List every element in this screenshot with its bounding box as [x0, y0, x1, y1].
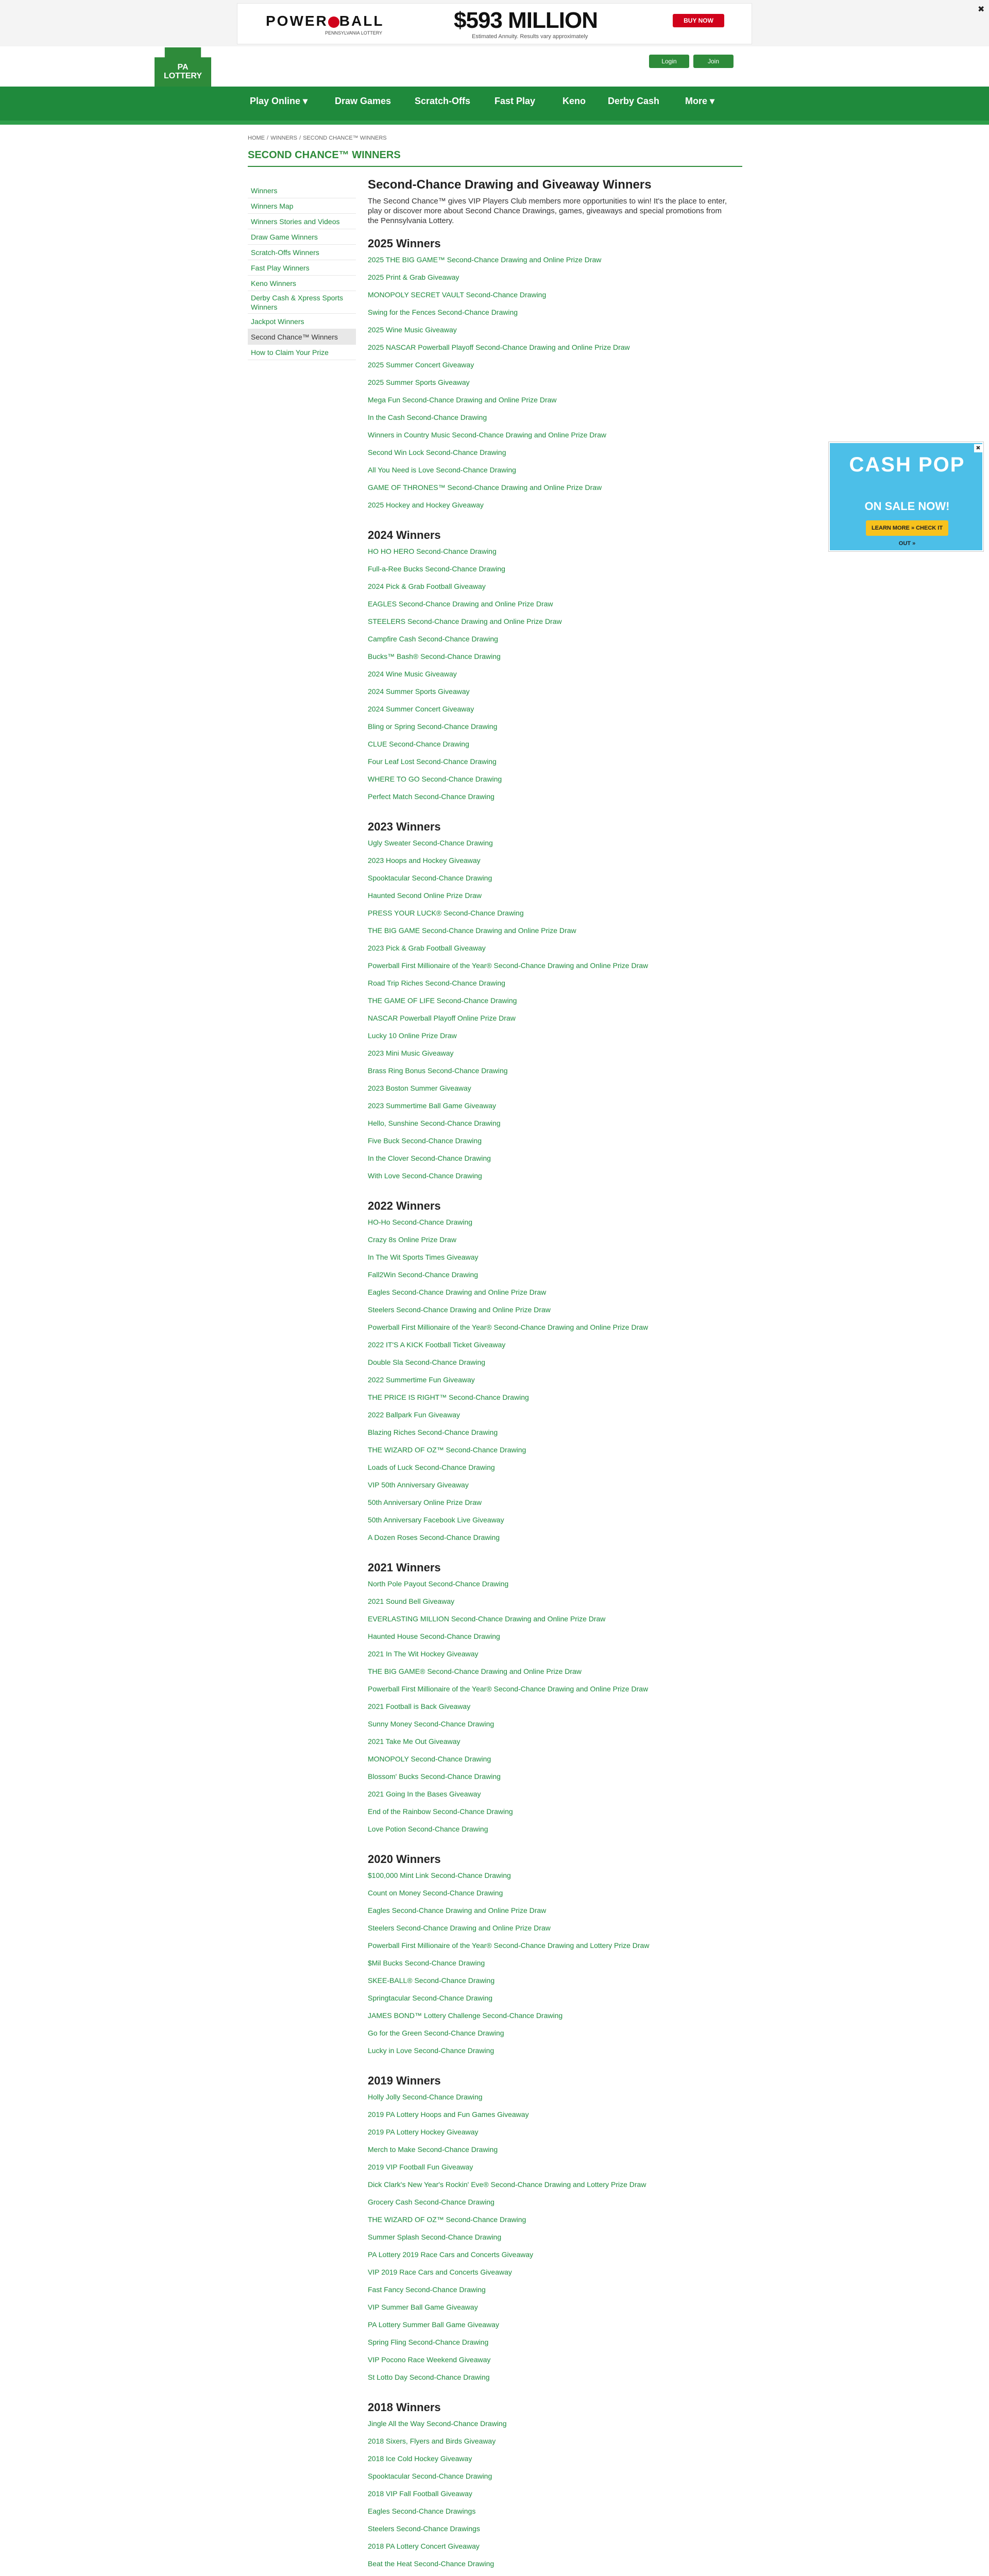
winner-link[interactable]: VIP Summer Ball Game Giveaway — [368, 2303, 478, 2311]
winner-link[interactable]: Holly Jolly Second-Chance Drawing — [368, 2093, 483, 2101]
winner-link[interactable]: End of the Rainbow Second-Chance Drawing — [368, 1807, 513, 1816]
winner-link[interactable]: VIP 50th Anniversary Giveaway — [368, 1481, 469, 1489]
sidebar-item-fast-play[interactable]: Fast Play Winners — [248, 260, 356, 276]
intro-text: The Second Chance™ gives VIP Players Club members more opportunities to win! It's the place to enter, play or discover more about Second Chance Drawings, games, giveaways and special promotions from the Pennsylvania Lottery. — [368, 197, 727, 225]
winner-link[interactable]: 2018 VIP Fall Football Giveaway — [368, 2489, 472, 2498]
winner-link[interactable]: Powerball First Millionaire of the Year® Second-Chance Drawing and Online Prize Draw — [368, 1323, 649, 1331]
winner-link[interactable]: MONOPOLY SECRET VAULT Second-Chance Drawing — [368, 291, 547, 299]
cash-pop-ad[interactable] — [829, 442, 983, 551]
winner-link[interactable]: 2025 Summer Concert Giveaway — [368, 361, 474, 369]
winner-link[interactable]: GAME OF THRONES™ Second-Chance Drawing and Online Prize Draw — [368, 483, 602, 492]
winner-link[interactable]: 50th Anniversary Facebook Live Giveaway — [368, 1516, 504, 1524]
breadcrumb-sep: / — [267, 135, 269, 141]
winner-link[interactable]: PA Lottery Summer Ball Game Giveaway — [368, 2320, 499, 2329]
winner-link[interactable]: 2021 Going In the Bases Giveaway — [368, 1790, 481, 1798]
winner-link[interactable]: 50th Anniversary Online Prize Draw — [368, 1498, 482, 1506]
sidebar-item-scratch-offs[interactable]: Scratch-Offs Winners — [248, 245, 356, 260]
winner-link[interactable]: 2018 Sixers, Flyers and Birds Giveaway — [368, 2437, 496, 2445]
sidebar-item-second-chance[interactable]: Second Chance™ Winners — [248, 329, 356, 345]
top-ad-banner[interactable] — [0, 0, 989, 46]
winner-link[interactable]: All You Need is Love Second-Chance Drawing — [368, 466, 516, 474]
winner-link[interactable]: Grocery Cash Second-Chance Drawing — [368, 2198, 494, 2206]
winner-link[interactable]: 2019 VIP Football Fun Giveaway — [368, 2163, 473, 2171]
login-button[interactable]: Login — [649, 55, 689, 68]
winner-link[interactable]: 2023 Pick & Grab Football Giveaway — [368, 944, 486, 952]
winner-link[interactable]: Go for the Green Second-Chance Drawing — [368, 2029, 504, 2037]
winner-link[interactable]: Campfire Cash Second-Chance Drawing — [368, 635, 498, 643]
breadcrumb-current: SECOND CHANCE™ WINNERS — [303, 135, 387, 141]
winner-link[interactable]: Jingle All the Way Second-Chance Drawing — [368, 2419, 507, 2428]
winner-link[interactable]: Springtacular Second-Chance Drawing — [368, 1994, 493, 2002]
winner-link[interactable]: North Pole Payout Second-Chance Drawing — [368, 1580, 509, 1588]
winner-link[interactable]: Eagles Second-Chance Drawings — [368, 2507, 476, 2515]
winner-link[interactable]: 2025 NASCAR Powerball Playoff Second-Chance Drawing and Online Prize Draw — [368, 343, 630, 351]
winner-link[interactable]: Hello, Sunshine Second-Chance Drawing — [368, 1119, 501, 1127]
winner-link[interactable]: STEELERS Second-Chance Drawing and Online Prize Draw — [368, 617, 562, 625]
winner-link[interactable]: In the Cash Second-Chance Drawing — [368, 413, 487, 421]
winner-link[interactable]: Steelers Second-Chance Drawing and Online Prize Draw — [368, 1306, 551, 1314]
year-heading: 2023 Winners — [368, 820, 441, 833]
winner-link[interactable]: Second Win Lock Second-Chance Drawing — [368, 448, 506, 456]
winner-link[interactable]: Five Buck Second-Chance Drawing — [368, 1137, 482, 1145]
winner-link[interactable]: 2022 Summertime Fun Giveaway — [368, 1376, 475, 1384]
winner-link[interactable]: 2024 Summer Sports Giveaway — [368, 687, 470, 696]
winner-link[interactable]: Lucky 10 Online Prize Draw — [368, 1031, 457, 1040]
winner-link[interactable]: 2024 Wine Music Giveaway — [368, 670, 457, 678]
winner-link[interactable]: Powerball First Millionaire of the Year® Second-Chance Drawing and Online Prize Draw — [368, 961, 649, 970]
nav-accent-bar — [0, 121, 989, 125]
winner-link[interactable]: JAMES BOND™ Lottery Challenge Second-Chance Drawing — [368, 2011, 563, 2020]
winner-link[interactable]: THE GAME OF LIFE Second-Chance Drawing — [368, 996, 517, 1005]
winner-link[interactable]: 2022 IT'S A KICK Football Ticket Giveaway — [368, 1341, 506, 1349]
winner-link[interactable]: 2022 Ballpark Fun Giveaway — [368, 1411, 460, 1419]
year-heading: 2022 Winners — [368, 1199, 441, 1212]
winner-link[interactable]: Powerball First Millionaire of the Year® Second-Chance Drawing and Online Prize Draw — [368, 1685, 649, 1693]
winner-link[interactable]: Count on Money Second-Chance Drawing — [368, 1889, 503, 1897]
nav-play-online[interactable]: Play Online ▾ — [250, 96, 308, 106]
ad-jackpot-amount: $593 MILLION — [454, 8, 598, 33]
winner-link[interactable]: Bucks™ Bash® Second-Chance Drawing — [368, 652, 501, 660]
ad-buy-now-button[interactable]: BUY NOW — [673, 14, 724, 27]
winner-link[interactable]: Four Leaf Lost Second-Chance Drawing — [368, 757, 497, 766]
sidebar-item-draw-game[interactable]: Draw Game Winners — [248, 229, 356, 245]
winner-link[interactable]: VIP Pocono Race Weekend Giveaway — [368, 2355, 491, 2364]
winner-link[interactable]: Mega Fun Second-Chance Drawing and Online Prize Draw — [368, 396, 557, 404]
winner-link[interactable]: THE BIG GAME Second-Chance Drawing and Online Prize Draw — [368, 926, 576, 935]
sidebar — [248, 183, 356, 360]
winner-link[interactable]: Steelers Second-Chance Drawing and Online Prize Draw — [368, 1924, 551, 1932]
winner-link[interactable]: 2023 Boston Summer Giveaway — [368, 1084, 471, 1092]
winner-link[interactable]: Steelers Second-Chance Drawings — [368, 2524, 480, 2533]
year-heading: 2019 Winners — [368, 2074, 441, 2087]
winner-link[interactable]: PA Lottery 2019 Race Cars and Concerts Giveaway — [368, 2250, 534, 2259]
winner-link[interactable]: Spring Fling Second-Chance Drawing — [368, 2338, 489, 2346]
sidebar-item-stories[interactable]: Winners Stories and Videos — [248, 214, 356, 229]
sidebar-item-claim[interactable]: How to Claim Your Prize — [248, 345, 356, 360]
year-heading: 2024 Winners — [368, 529, 441, 541]
winner-link[interactable]: Love Potion Second-Chance Drawing — [368, 1825, 488, 1833]
winner-link[interactable]: 2025 Print & Grab Giveaway — [368, 273, 459, 281]
winner-link[interactable]: HO-Ho Second-Chance Drawing — [368, 1218, 473, 1226]
winner-link[interactable]: THE PRICE IS RIGHT™ Second-Chance Drawing — [368, 1393, 529, 1401]
winner-link[interactable]: Spooktacular Second-Chance Drawing — [368, 874, 492, 882]
winner-link[interactable]: $Mil Bucks Second-Chance Drawing — [368, 1959, 485, 1967]
ad-sub: PENNSYLVANIA LOTTERY — [325, 30, 383, 36]
winner-link[interactable]: 2025 Summer Sports Giveaway — [368, 378, 470, 386]
winner-link[interactable]: WHERE TO GO Second-Chance Drawing — [368, 775, 502, 783]
winner-link[interactable]: Bling or Spring Second-Chance Drawing — [368, 722, 498, 731]
sidebar-item-winners-map[interactable]: Winners Map — [248, 198, 356, 214]
sidebar-item-jackpot[interactable]: Jackpot Winners — [248, 314, 356, 329]
sidebar-item-keno[interactable]: Keno Winners — [248, 276, 356, 291]
cash-pop-button[interactable]: LEARN MORE » CHECK IT OUT » — [866, 520, 948, 536]
breadcrumb-sep: / — [299, 135, 301, 141]
winner-link[interactable]: Road Trip Riches Second-Chance Drawing — [368, 979, 505, 987]
winners-by-year — [368, 237, 749, 2576]
winner-link[interactable]: Fall2Win Second-Chance Drawing — [368, 1270, 478, 1279]
winner-link[interactable]: Double Sla Second-Chance Drawing — [368, 1358, 486, 1366]
winner-link[interactable]: PRESS YOUR LUCK® Second-Chance Drawing — [368, 909, 524, 917]
winner-link[interactable]: Sunny Money Second-Chance Drawing — [368, 1720, 494, 1728]
winner-link[interactable]: In The Wit Sports Times Giveaway — [368, 1253, 479, 1261]
winner-link[interactable]: THE WIZARD OF OZ™ Second-Chance Drawing — [368, 1446, 526, 1454]
winner-link[interactable]: EAGLES Second-Chance Drawing and Online Prize Draw — [368, 600, 553, 608]
winner-link[interactable]: Blossom' Bucks Second-Chance Drawing — [368, 1772, 501, 1781]
winner-link[interactable]: Summer Splash Second-Chance Drawing — [368, 2233, 502, 2241]
site-header — [0, 46, 989, 87]
nav-keno[interactable]: Keno — [562, 96, 586, 106]
page-title: SECOND CHANCE™ WINNERS — [248, 149, 401, 161]
winner-link[interactable]: 2023 Hoops and Hockey Giveaway — [368, 856, 481, 865]
join-button[interactable]: Join — [693, 55, 734, 68]
winner-link[interactable]: 2025 THE BIG GAME™ Second-Chance Drawing and Online Prize Draw — [368, 256, 602, 264]
winner-link[interactable]: Blazing Riches Second-Chance Drawing — [368, 1428, 498, 1436]
winner-link[interactable]: 2024 Summer Concert Giveaway — [368, 705, 474, 713]
winner-link[interactable]: MONOPOLY Second-Chance Drawing — [368, 1755, 491, 1763]
winner-link[interactable]: 2025 Hockey and Hockey Giveaway — [368, 501, 484, 509]
winner-link[interactable]: Merch to Make Second-Chance Drawing — [368, 2145, 498, 2154]
winner-link[interactable]: Winners in Country Music Second-Chance Drawing and Online Prize Draw — [368, 431, 606, 439]
winner-link[interactable]: SKEE-BALL® Second-Chance Drawing — [368, 1976, 495, 1985]
winner-link[interactable]: Loads of Luck Second-Chance Drawing — [368, 1463, 495, 1471]
powerball-logo: POWER BALL — [266, 13, 384, 29]
winner-link[interactable]: $100,000 Mint Link Second-Chance Drawing — [368, 1871, 511, 1879]
winner-link[interactable]: Fast Fancy Second-Chance Drawing — [368, 2285, 486, 2294]
year-heading: 2021 Winners — [368, 1561, 441, 1574]
winner-link[interactable]: 2019 PA Lottery Hoops and Fun Games Giveaway — [368, 2110, 529, 2119]
nav-draw-games[interactable]: Draw Games — [335, 96, 391, 106]
winner-link[interactable]: Ugly Sweater Second-Chance Drawing — [368, 839, 493, 847]
winner-link[interactable]: 2019 PA Lottery Hockey Giveaway — [368, 2128, 479, 2136]
close-icon[interactable]: ✖ — [974, 444, 982, 452]
nav-fast-play[interactable]: Fast Play — [494, 96, 536, 106]
winner-link[interactable]: 2018 PA Lottery Concert Giveaway — [368, 2542, 480, 2550]
breadcrumb-winners[interactable]: WINNERS — [270, 135, 298, 141]
winner-link[interactable]: Crazy 8s Online Prize Draw — [368, 1235, 456, 1244]
nav-scratch-offs[interactable]: Scratch-Offs — [415, 96, 471, 106]
winner-link[interactable]: HO HO HERO Second-Chance Drawing — [368, 547, 497, 555]
winner-link[interactable]: 2018 Ice Cold Hockey Giveaway — [368, 2454, 472, 2463]
ad-inner[interactable] — [237, 3, 752, 44]
winner-link[interactable]: EVERLASTING MILLION Second-Chance Drawing and Online Prize Draw — [368, 1615, 606, 1623]
winner-link[interactable]: Beat the Heat Second-Chance Drawing — [368, 2560, 494, 2568]
powerball-ball-icon — [328, 16, 339, 28]
year-heading: 2018 Winners — [368, 2401, 441, 2414]
winner-link[interactable]: NASCAR Powerball Playoff Online Prize Draw — [368, 1014, 516, 1022]
cash-pop-title: CASH POP — [849, 453, 965, 476]
ad-close-icon[interactable]: ✖ — [978, 5, 985, 14]
intro-title: Second-Chance Drawing and Giveaway Winners — [368, 178, 652, 192]
nav-more[interactable]: More ▾ — [685, 96, 715, 106]
cash-pop-subtitle: ON SALE NOW! — [864, 500, 950, 513]
winner-link[interactable]: In the Clover Second-Chance Drawing — [368, 1154, 491, 1162]
winner-link[interactable]: Eagles Second-Chance Drawing and Online Prize Draw — [368, 1288, 547, 1296]
winner-link[interactable]: Full-a-Ree Bucks Second-Chance Drawing — [368, 565, 505, 573]
winner-link[interactable]: A Dozen Roses Second-Chance Drawing — [368, 1533, 500, 1541]
sidebar-item-winners[interactable]: Winners — [248, 183, 356, 198]
winner-link[interactable]: 2021 Sound Bell Giveaway — [368, 1597, 455, 1605]
winner-link[interactable]: Dick Clark's New Year's Rockin' Eve® Second-Chance Drawing and Lottery Prize Draw — [368, 2180, 646, 2189]
winner-link[interactable]: 2024 Pick & Grab Football Giveaway — [368, 582, 486, 590]
winner-link[interactable]: 2023 Mini Music Giveaway — [368, 1049, 454, 1057]
winner-link[interactable]: Haunted Second Online Prize Draw — [368, 891, 482, 900]
breadcrumb-home[interactable]: HOME — [248, 135, 265, 141]
logo-text: PA LOTTERY — [163, 63, 202, 80]
ad-note: Estimated Annuity. Results vary approximately — [472, 33, 588, 40]
winner-link[interactable]: With Love Second-Chance Drawing — [368, 1172, 482, 1180]
winner-link[interactable]: St Lotto Day Second-Chance Drawing — [368, 2373, 490, 2381]
winner-link[interactable]: Perfect Match Second-Chance Drawing — [368, 792, 494, 801]
winner-link[interactable]: VIP 2019 Race Cars and Concerts Giveaway — [368, 2268, 512, 2276]
winner-link[interactable]: 2023 Summertime Ball Game Giveaway — [368, 1101, 496, 1110]
winner-link[interactable]: THE BIG GAME® Second-Chance Drawing and Online Prize Draw — [368, 1667, 582, 1675]
main-content — [368, 178, 749, 2576]
winner-link[interactable]: Powerball First Millionaire of the Year® Second-Chance Drawing and Lottery Prize Draw — [368, 1941, 650, 1950]
nav-derby-cash[interactable]: Derby Cash — [608, 96, 660, 106]
year-heading: 2020 Winners — [368, 1853, 441, 1866]
winner-link[interactable]: Brass Ring Bonus Second-Chance Drawing — [368, 1066, 508, 1075]
breadcrumb — [248, 135, 389, 141]
winner-link[interactable]: 2021 In The Wit Hockey Giveaway — [368, 1650, 479, 1658]
sidebar-item-derby-cash[interactable]: Derby Cash & Xpress Sports Winners — [248, 291, 356, 314]
winner-link[interactable]: Swing for the Fences Second-Chance Drawing — [368, 308, 518, 316]
title-divider — [248, 166, 742, 167]
winner-link[interactable]: 2021 Take Me Out Giveaway — [368, 1737, 461, 1745]
winner-link[interactable]: Eagles Second-Chance Drawing and Online Prize Draw — [368, 1906, 547, 1914]
winner-link[interactable]: Spooktacular Second-Chance Drawing — [368, 2472, 492, 2480]
year-heading: 2025 Winners — [368, 237, 441, 250]
winner-link[interactable]: THE WIZARD OF OZ™ Second-Chance Drawing — [368, 2215, 526, 2224]
winner-link[interactable]: Lucky in Love Second-Chance Drawing — [368, 2046, 494, 2055]
winner-link[interactable]: CLUE Second-Chance Drawing — [368, 740, 469, 748]
winner-link[interactable]: 2025 Wine Music Giveaway — [368, 326, 457, 334]
winner-link[interactable]: 2021 Football is Back Giveaway — [368, 1702, 471, 1710]
winner-link[interactable]: Haunted House Second-Chance Drawing — [368, 1632, 500, 1640]
